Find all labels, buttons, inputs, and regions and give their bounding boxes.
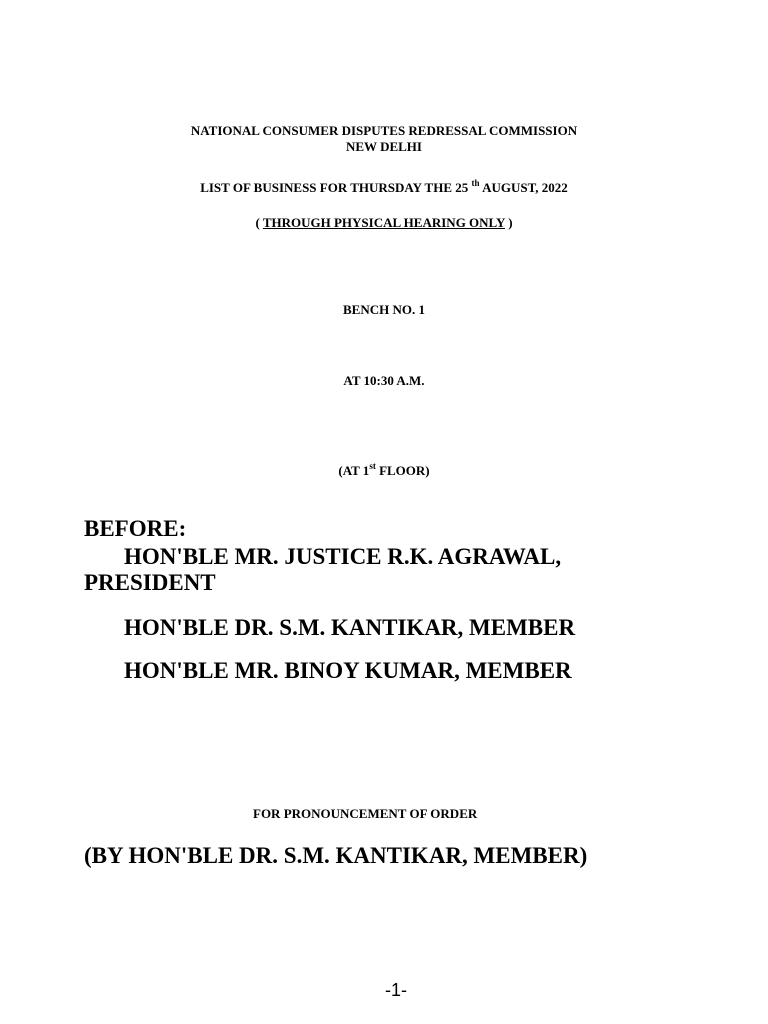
floor-suffix: FLOOR) [379, 463, 430, 478]
business-date-suffix: AUGUST, 2022 [482, 180, 568, 195]
business-date-superscript: th [471, 177, 480, 188]
hearing-mode-close: ) [504, 215, 513, 230]
commission-title: NATIONAL CONSUMER DISPUTES REDRESSAL COMMISSION [190, 123, 578, 138]
hearing-time: AT 10:30 A.M. [343, 373, 425, 388]
business-date-prefix: LIST OF BUSINESS FOR THURSDAY THE 25 [200, 180, 469, 195]
bench-number: BENCH NO. 1 [343, 302, 425, 317]
pronouncement-heading: FOR PRONOUNCEMENT OF ORDER [253, 806, 478, 821]
page-number: -1- [385, 980, 407, 1000]
member-kantikar: HON'BLE DR. S.M. KANTIKAR, MEMBER [124, 615, 576, 640]
hearing-mode-line [0, 215, 768, 231]
president-title: PRESIDENT [84, 570, 216, 595]
president-name: HON'BLE MR. JUSTICE R.K. AGRAWAL, [124, 544, 562, 569]
hearing-mode-text: THROUGH PHYSICAL HEARING ONLY [262, 215, 505, 230]
before-label: BEFORE: [84, 516, 187, 541]
pronounced-by-line: (BY HON'BLE DR. S.M. KANTIKAR, MEMBER) [84, 843, 588, 868]
floor-prefix: (AT 1 [338, 463, 370, 478]
business-date-line [0, 177, 768, 196]
member-binoy-kumar: HON'BLE MR. BINOY KUMAR, MEMBER [124, 658, 572, 683]
commission-city: NEW DELHI [346, 139, 422, 154]
floor-line [0, 460, 768, 479]
hearing-mode-open: ( [255, 215, 263, 230]
floor-superscript: st [369, 460, 376, 471]
